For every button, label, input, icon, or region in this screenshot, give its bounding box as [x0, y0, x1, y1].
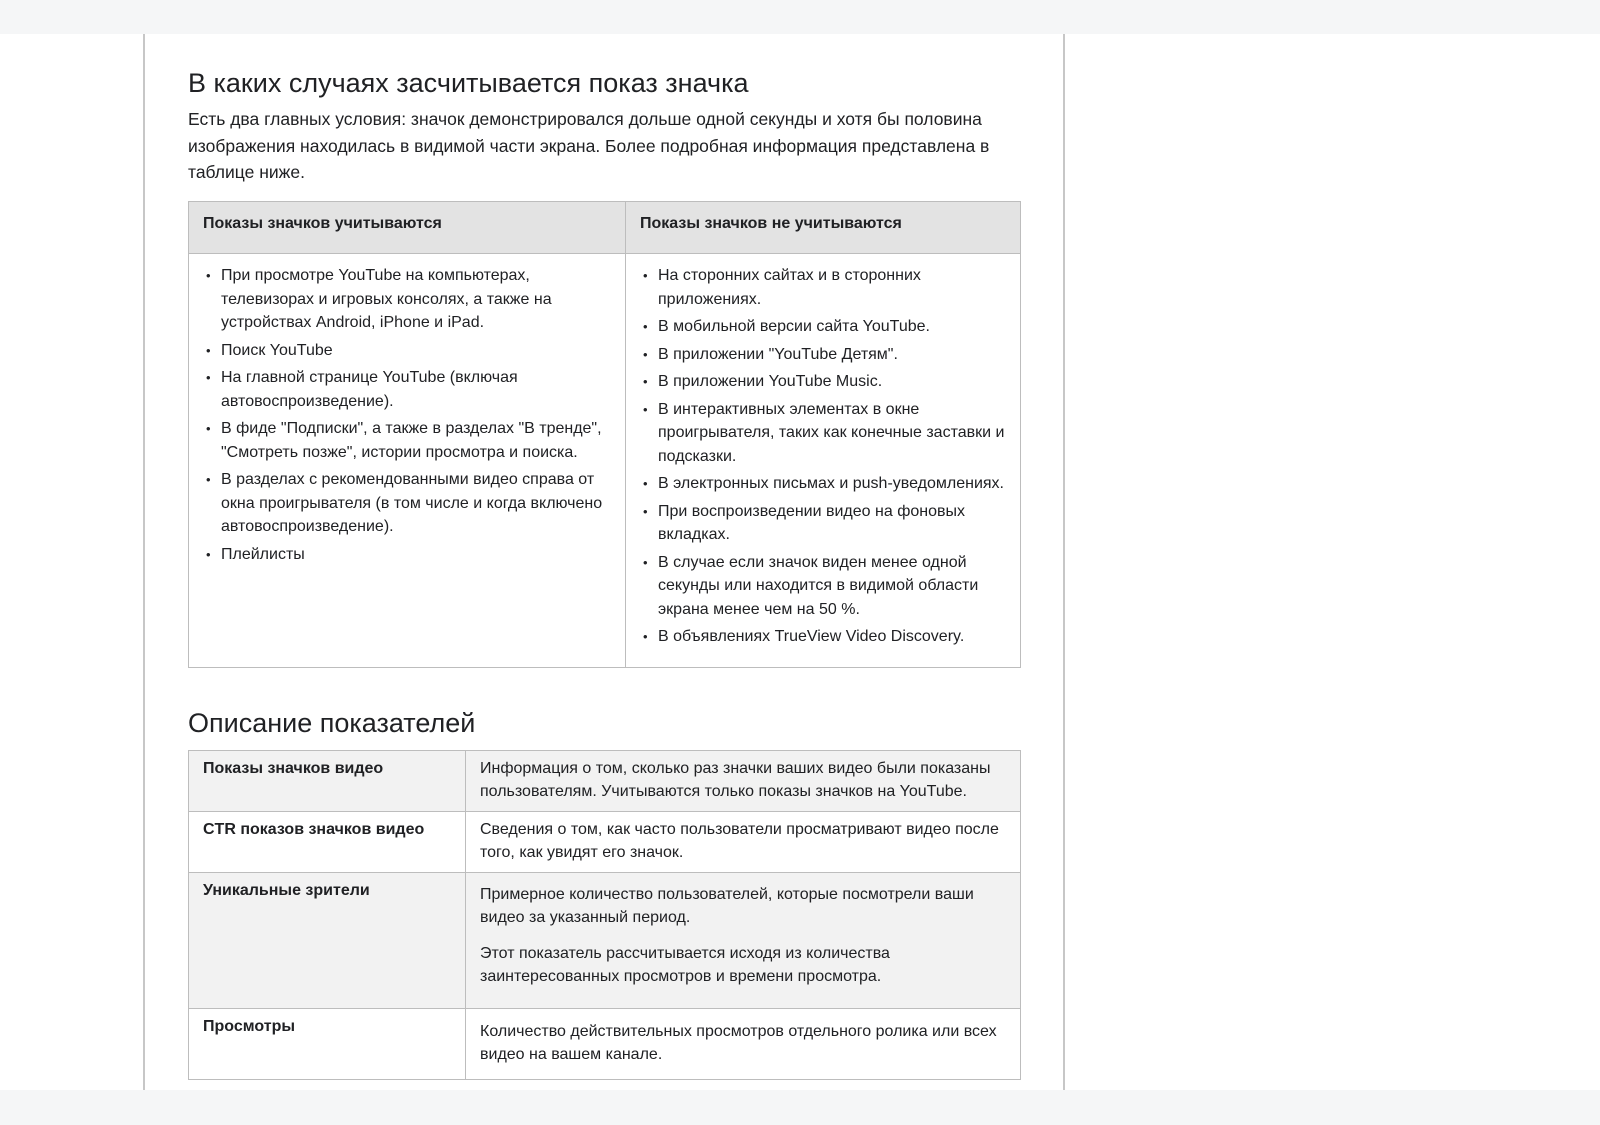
metric-description	[466, 872, 1021, 1008]
table-row	[189, 254, 1021, 668]
metric-description-text: Количество действительных просмотров отдельного ролика или всех видео на вашем канале.	[480, 1022, 997, 1063]
metric-term: Уникальные зрители	[189, 872, 466, 1008]
impressions-table	[188, 201, 1021, 668]
list-item: • При воспроизведении видео на фоновых вкладках.	[658, 500, 1006, 547]
table-row	[189, 872, 1021, 1008]
list-item: • На сторонних сайтах и в сторонних приложениях.	[658, 264, 1006, 311]
bottom-background	[0, 1090, 1600, 1125]
list-item: • Плейлисты	[221, 543, 611, 567]
metrics-table	[188, 750, 1021, 1080]
list-item: • В разделах с рекомендованными видео справа от окна проигрывателя (в том числе и когда включено автовоспроизведение).	[221, 468, 611, 539]
list-item: • В фиде "Подписки", а также в разделах "В тренде", "Смотреть позже", истории просмотра и поиска.	[221, 417, 611, 464]
counted-cell	[189, 254, 626, 668]
metric-description-text: Сведения о том, как часто пользователи просматривают видео после того, как увидят его значок.	[480, 820, 999, 861]
table-row	[189, 750, 1021, 811]
metric-term: Показы значков видео	[189, 750, 466, 811]
list-item: • На главной странице YouTube (включая автовоспроизведение).	[221, 366, 611, 413]
list-item: • В случае если значок виден менее одной секунды или находится в видимой области экрана менее чем на 50 %.	[658, 551, 1006, 622]
metric-description	[466, 1008, 1021, 1079]
not-counted-cell	[626, 254, 1021, 668]
not-counted-list	[640, 264, 1006, 649]
list-item: • При просмотре YouTube на компьютерах, телевизорах и игровых консолях, а также на устройствах Android, iPhone и iPad.	[221, 264, 611, 335]
content-area	[0, 34, 1600, 1090]
header-not-counted: Показы значков не учитываются	[626, 201, 1021, 254]
metric-term: CTR показов значков видео	[189, 811, 466, 872]
metric-description-text: Информация о том, сколько раз значки ваших видео были показаны пользователям. Учитываются только показы значков на YouTube.	[480, 759, 991, 800]
metric-description	[466, 811, 1021, 872]
header-counted: Показы значков учитываются	[189, 201, 626, 254]
article	[188, 66, 1020, 1080]
section-title-impressions: В каких случаях засчитывается показ значка	[188, 68, 749, 98]
list-item: • В электронных письмах и push-уведомлениях.	[658, 472, 1006, 496]
metric-description-text: Этот показатель рассчитывается исходя из количества заинтересованных просмотров и времени просмотра.	[480, 944, 890, 985]
list-item: • В интерактивных элементах в окне проигрывателя, таких как конечные заставки и подсказки.	[658, 398, 1006, 469]
table-row	[189, 1008, 1021, 1079]
table-header-row	[189, 201, 1021, 254]
counted-list	[203, 264, 611, 566]
list-item: • В приложении YouTube Music.	[658, 370, 1006, 394]
top-background	[0, 0, 1600, 34]
metric-description-text: Примерное количество пользователей, которые посмотрели ваши видео за указанный период.	[480, 885, 974, 926]
list-item: • Поиск YouTube	[221, 339, 611, 363]
metric-description	[466, 750, 1021, 811]
section-title-metrics: Описание показателей	[188, 707, 476, 738]
list-item: • В объявлениях TrueView Video Discovery.	[658, 625, 1006, 649]
table-row	[189, 811, 1021, 872]
section-intro: Есть два главных условия: значок демонстрировался дольше одной секунды и хотя бы половина изображения находилась в видимой части экрана. Более подробная информация представлена в таблице ниже.	[188, 109, 990, 182]
metric-term: Просмотры	[189, 1008, 466, 1079]
list-item: • В приложении "YouTube Детям".	[658, 343, 1006, 367]
list-item: • В мобильной версии сайта YouTube.	[658, 315, 1006, 339]
